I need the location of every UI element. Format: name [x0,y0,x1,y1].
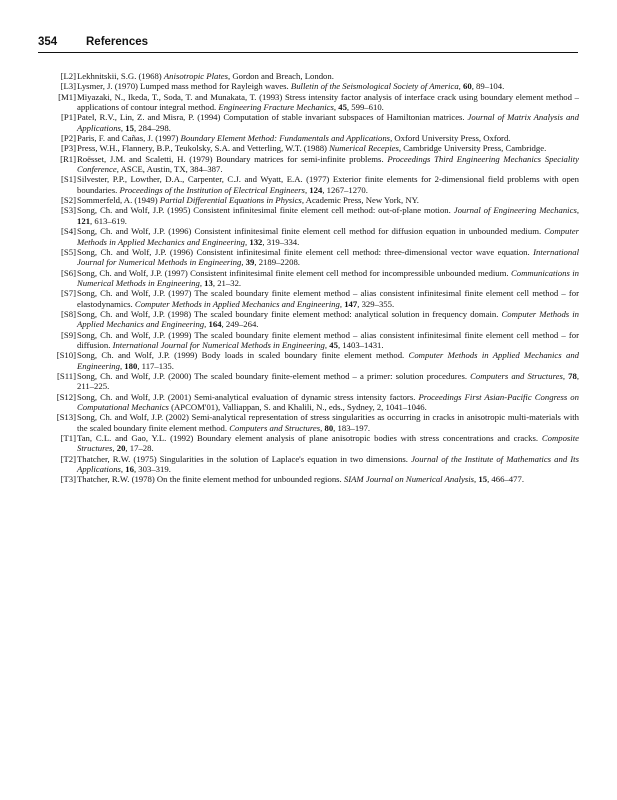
reference-key: [S8] [61,308,76,319]
reference-key: [L2] [60,71,76,81]
reference-text-segment: Patel, R.V., Lin, Z. and Misra, P. (1994) Computation of stable invariant subspaces of Hamiltonian matrices. [77,112,468,123]
reference-key: [S3] [61,205,76,216]
reference-source-title: Journal of Matrix Analysis and Applications [77,112,579,133]
reference-key: [S11] [57,370,76,381]
reference-volume: 164 [208,319,222,330]
reference-source-title: Computer Methods in Applied Mechanics and Engineering [134,298,340,309]
reference-text-segment: , 183–197. [333,422,371,433]
reference-source-title: Partial Differential Equations in Physics [159,195,302,206]
reference-text-segment: , [199,277,205,288]
reference-text-segment: , 21–32. [212,277,242,288]
reference-key: [S6] [61,267,76,278]
reference-text [77,247,579,268]
reference-text [77,330,579,351]
reference-key: [R1] [60,153,76,164]
reference-text-segment: Paris, F. and Cañas, J. (1997) [77,133,181,144]
reference-source-title: Computer Methods in Applied Mechanics and Engineering [77,226,579,247]
reference-entry [38,154,579,175]
reference-volume: 15 [125,122,134,133]
reference-text-segment: , [324,339,330,350]
reference-source-title: International Journal for Numerical Methods in Engineering [77,246,579,268]
reference-text-segment: Sommerfeld, A. (1949) [77,195,160,206]
reference-source-title: Communications in Numerical Methods in Engineering [77,267,580,288]
reference-volume: 180 [124,360,138,371]
reference-text-segment: , 319–334. [262,236,300,247]
reference-entry [38,268,579,289]
reference-text-segment: Song, Ch. and Wolf, J.P. (2002) Semi-analytical representation of stress singularities as occurring in cracks in anisotropic multi-materials with the scaled boundary finite element method. [77,412,579,433]
reference-volume: 78 [568,370,577,381]
reference-volume: 15 [478,474,488,485]
reference-key: [T1] [60,433,76,444]
reference-entry [38,474,579,484]
reference-volume: 13 [204,277,213,288]
reference-source-title: Engineering Fracture Mechanics [218,102,334,113]
reference-text [77,309,579,330]
page-number: 354 [38,36,58,48]
reference-text [77,371,579,392]
reference-text [77,92,579,113]
reference-volume: 132 [249,236,263,247]
reference-text-segment: Miyazaki, N., Ikeda, T., Soda, T. and Munakata, T. (1993) Stress intensity factor analysis of interface crack using boundary element method – applications of contour integral method. [77,91,579,113]
reference-key: [M1] [58,91,76,102]
reference-entry [38,71,579,81]
reference-text-segment: Song, Ch. and Wolf, J.P. (1996) Consistent infinitesimal finite element cell method: three-dimensional vector wave equation. [77,246,534,257]
reference-source-title: Boundary Element Method: Fundamentals and Applications [180,133,391,144]
reference-key: [S1] [61,174,76,185]
reference-source-title: Proceedings Third Engineering Mechanics Speciality Conference [77,153,579,175]
reference-entry [38,195,579,205]
reference-text [77,454,579,475]
reference-list [38,71,579,485]
reference-text-segment: , 249–264. [221,319,259,330]
reference-text-segment: , [112,443,117,454]
reference-text-segment: , [120,122,126,133]
reference-source-title: Journal of the Institute of Mathematics and Its Applications [77,453,579,475]
reference-text [77,174,579,195]
reference-text-segment: Lysmer, J. (1970) Lumped mass method for Rayleigh waves. [77,81,291,92]
reference-entry [38,247,579,268]
reference-text-segment: Song, Ch. and Wolf, J.P. (1999) Body loads in scaled boundary finite element method. [77,350,409,361]
reference-text [77,71,579,81]
reference-entry [38,226,579,247]
reference-text-segment: , [339,298,345,309]
reference-text-segment: Song, Ch. and Wolf, J.P. (2000) The scaled boundary finite-element method – a primer: solution procedures. [77,370,471,381]
reference-volume: 16 [125,464,134,475]
reference-entry [38,412,579,433]
reference-key: [T3] [60,474,76,485]
reference-volume: 80 [324,422,334,433]
reference-text-segment: , 599–610. [346,102,384,113]
reference-text-segment: Song, Ch. and Wolf, J.P. (1995) Consistent infinitesimal finite element cell method: out-of-plane motion. [77,205,454,216]
reference-volume: 147 [344,298,358,309]
reference-source-title: Computers and Structures [470,370,563,381]
reference-text-segment: , [458,81,464,92]
reference-text-segment: Lekhnitskii, S.G. (1968) [77,71,164,81]
reference-entry [38,112,579,133]
reference-text [77,205,579,226]
reference-source-title: Proceedings of the Institution of Electrical Engineers [119,184,305,195]
reference-text-segment: , [576,205,579,216]
reference-volume: 20 [116,443,126,454]
reference-key: [L3] [60,81,76,92]
reference-text-segment: Song, Ch. and Wolf, J.P. (1999) The scaled boundary finite element method – alias consistent infinitesimal finite element cell method – for diffusion. [77,329,579,350]
reference-entry [38,174,579,195]
reference-text-segment: , 2189–2208. [254,257,300,268]
reference-text-segment: , Academic Press, New York, NY. [301,195,419,206]
reference-text-segment: , [333,102,339,113]
reference-text-segment: Song, Ch. and Wolf, J.P. (2001) Semi-analytical evaluation of dynamic stress intensity factors. [77,391,419,402]
reference-entry [38,330,579,351]
reference-text [77,143,579,153]
reference-text-segment: , [119,360,125,371]
reference-text-segment: , 17–28. [125,443,154,454]
reference-key: [S5] [61,246,76,257]
reference-text [77,268,579,289]
reference-text-segment: , [204,319,209,330]
reference-source-title: Computers and Structures [229,422,321,433]
reference-text-segment: , [474,474,479,485]
reference-source-title: Anisotropic Plates [163,71,228,81]
reference-text [77,81,579,91]
reference-source-title: Proceedings First Asian-Pacific Congress on Computational Mechanics [77,391,579,412]
reference-source-title: Composite Structures [77,433,579,454]
reference-entry [38,433,579,454]
reference-text-segment: Song, Ch. and Wolf, J.P. (1996) Consistent infinitesimal finite element cell method for diffusion equation in unbounded medium. [77,226,545,237]
reference-key: [S4] [61,226,76,237]
reference-text-segment: Tan, C.L. and Gao, Y.L. (1992) Boundary element analysis of plane anisotropic bodies with stress concentrations and cracks. [77,433,542,444]
reference-text-segment: Press, W.H., Flannery, B.P., Teukolsky, S.A. and Vetterling, W.T. (1988) [77,143,330,154]
reference-text-segment: , 284–298. [133,122,171,133]
reference-entry [38,133,579,143]
reference-text-segment: , [120,464,126,475]
reference-volume: 60 [463,81,472,92]
reference-entry [38,288,579,309]
reference-entry [38,205,579,226]
reference-text [77,350,579,371]
reference-key: [P1] [61,112,76,123]
reference-entry [38,371,579,392]
reference-text-segment: Roësset, J.M. and Scaletti, H. (1979) Boundary matrices for semi-infinite problems. [77,153,388,164]
reference-entry [38,143,579,153]
reference-text-segment: , 117–135. [137,360,174,371]
reference-key: [S13] [56,412,76,423]
reference-text-segment: Song, Ch. and Wolf, J.P. (1997) The scaled boundary finite element method – alias consistent infinitesimal finite element cell method – for elastodynamics. [77,288,579,309]
reference-source-title: Computer Methods in Applied Mechanics and Engineering [77,350,580,371]
reference-entry [38,92,579,113]
reference-text-segment: , [241,257,246,268]
reference-key: [S7] [61,288,76,299]
reference-text-segment: , Gordon and Breach, London. [227,71,334,81]
reference-volume: 45 [329,339,338,350]
reference-text-segment: Thatcher, R.W. (1978) On the finite element method for unbounded regions. [77,474,344,485]
reference-key: [P3] [61,143,76,154]
reference-key: [S12] [56,391,76,402]
reference-source-title: Bulletin of the Seismological Society of America [290,81,459,92]
reference-source-title: SIAM Journal on Numerical Analysis [343,474,475,485]
reference-text-segment: Silvester, P.P., Lowther, D.A., Carpenter, C.J. and Wyatt, E.A. (1977) Exterior finite elements for 2-dimensional field problems with open boundaries. [77,174,579,195]
reference-key: [T2] [60,453,76,464]
reference-text-segment: , [304,184,310,195]
reference-text [77,392,579,413]
section-title: References [86,36,149,48]
running-header [38,36,578,56]
reference-text-segment: Song, Ch. and Wolf, J.P. (1998) The scaled boundary finite element method: analytical solution in frequency domain. [77,308,502,319]
reference-volume: 124 [309,184,323,195]
reference-source-title: Computer Methods in Applied Mechanics and Engineering [77,308,579,330]
reference-entry [38,81,579,91]
reference-text [77,433,579,454]
reference-text-segment: , 303–319. [133,464,171,475]
reference-entry [38,392,579,413]
reference-volume: 39 [245,257,255,268]
reference-text-segment: , [245,236,250,247]
reference-volume: 121 [77,215,91,226]
reference-text [77,154,579,175]
reference-text-segment: , 613–619. [90,215,127,226]
reference-key: [S9] [61,329,76,340]
reference-text-segment: , [562,370,569,381]
reference-text-segment: (APCOM'01), Valliappan, S. and Khalili, N., eds., Sydney, 2, 1041–1046. [168,402,427,412]
reference-text-segment: , 466–477. [487,474,524,485]
reference-text-segment: , ASCE, Austin, TX, 384–387. [116,164,223,175]
reference-text-segment: , [320,422,325,433]
reference-text [77,112,579,133]
reference-text-segment: , Oxford University Press, Oxford. [390,133,511,144]
reference-text [77,288,579,309]
reference-entry [38,454,579,475]
reference-key: [P2] [61,133,76,144]
reference-text [77,133,579,143]
reference-text-segment: , 211–225. [77,370,580,392]
reference-volume: 45 [338,102,347,113]
reference-text-segment: , 329–355. [357,298,395,309]
reference-key: [S2] [61,195,76,206]
reference-text-segment: , 1267–1270. [322,184,368,195]
reference-text [77,412,579,433]
reference-source-title: International Journal for Numerical Methods in Engineering [112,339,325,350]
reference-entry [38,309,579,330]
reference-source-title: Numerical Recepies [329,143,399,154]
reference-text-segment: Song, Ch. and Wolf, J.P. (1997) Consistent infinitesimal finite element cell method for incompressible unbounded medium. [77,267,511,278]
reference-text-segment: Thatcher, R.W. (1975) Singularities in the solution of Laplace's equation in two dimensions. [77,453,412,464]
header-rule [38,52,578,53]
reference-text [77,226,579,247]
reference-source-title: Journal of Engineering Mechanics [453,205,577,216]
reference-text-segment: , 89–104. [471,81,505,92]
reference-key: [S10] [56,350,76,361]
reference-text-segment: , Cambridge University Press, Cambridge. [398,143,547,154]
reference-text [77,195,579,205]
reference-entry [38,350,579,371]
reference-text-segment: , 1403–1431. [337,339,384,350]
reference-text [77,474,579,484]
